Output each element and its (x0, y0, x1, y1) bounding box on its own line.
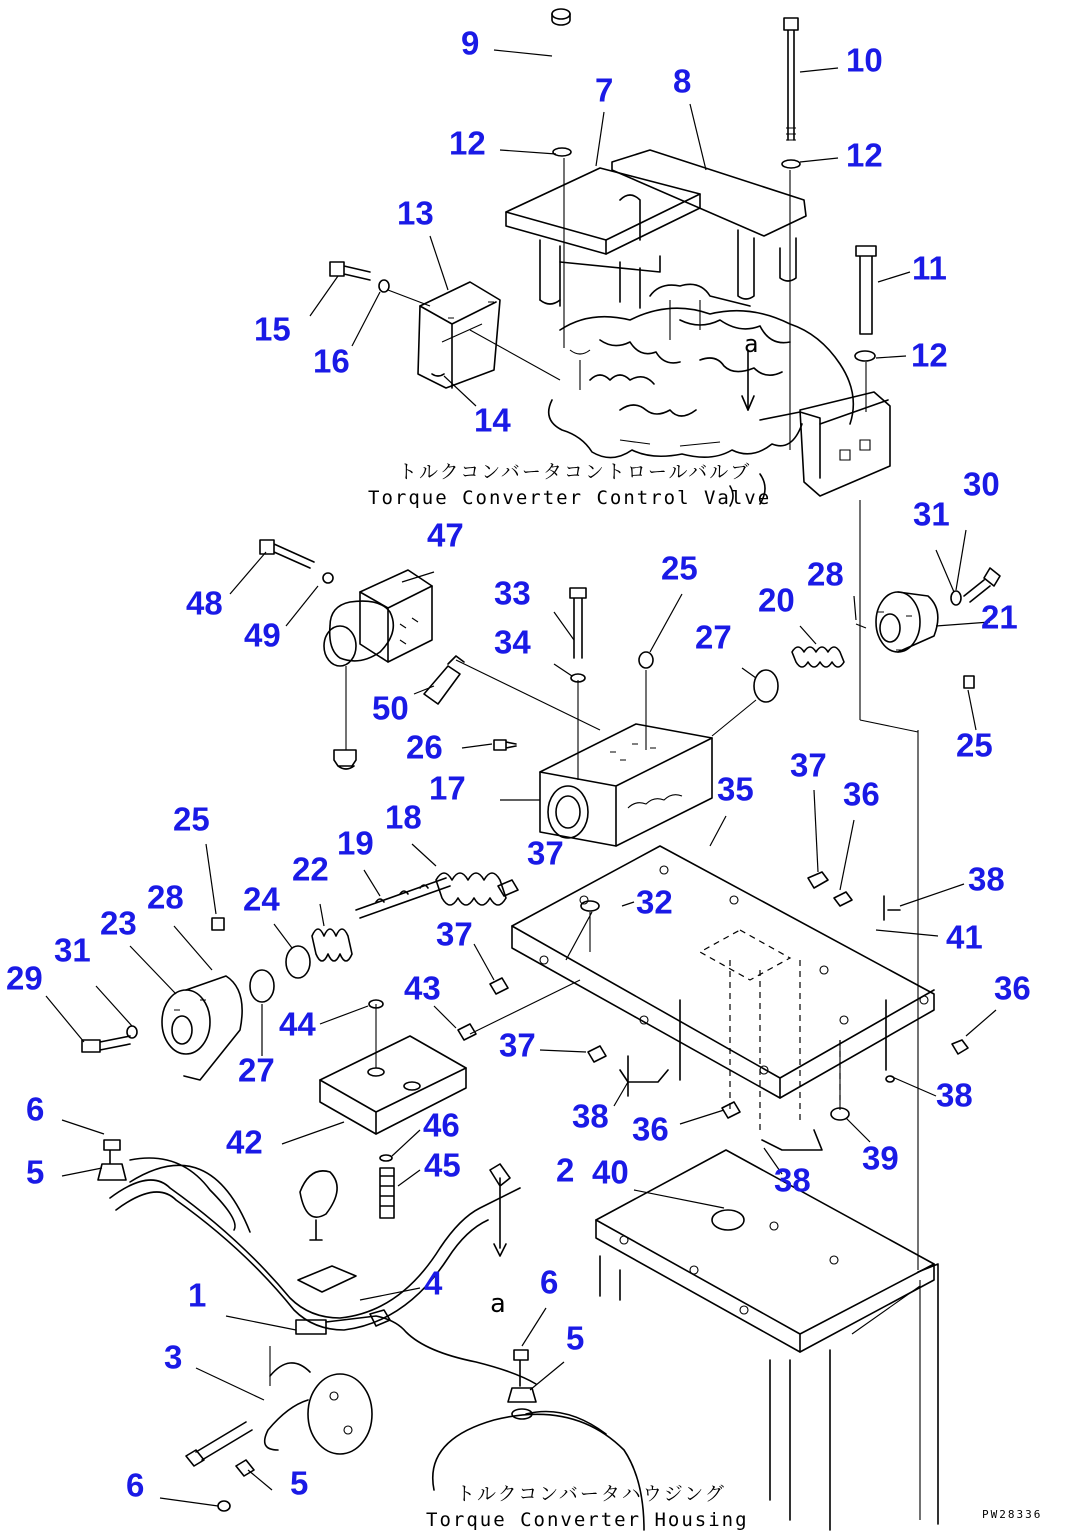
part-label-28-a: 28 (807, 555, 844, 593)
part-label-23: 23 (100, 904, 137, 942)
part-label-19: 19 (337, 824, 374, 862)
part-label-32: 32 (636, 883, 673, 921)
part-label-2: 2 (556, 1151, 575, 1189)
housing-caption-jp: トルクコンバータハウジング (456, 1483, 726, 1505)
part-label-12-a: 12 (449, 124, 486, 162)
valve-caption-jp: トルクコンバータコントロールバルブ (398, 461, 752, 483)
part-label-36-b: 36 (994, 969, 1031, 1007)
part-label-16: 16 (313, 342, 350, 380)
part-label-1: 1 (188, 1276, 207, 1314)
valve-plate-assembly (320, 500, 968, 1530)
part-label-36-a: 36 (843, 775, 880, 813)
part-label-38-c: 38 (572, 1097, 609, 1135)
part-label-29: 29 (6, 959, 43, 997)
part-label-45: 45 (424, 1146, 461, 1184)
part-label-47: 47 (427, 516, 464, 554)
part-label-9: 9 (461, 24, 480, 62)
part-label-21: 21 (981, 598, 1018, 636)
part-label-26: 26 (406, 728, 443, 766)
part-label-40: 40 (592, 1153, 629, 1191)
part-label-14: 14 (474, 401, 511, 439)
part-label-11: 11 (912, 249, 947, 287)
part-label-22: 22 (292, 850, 329, 888)
part-label-4: 4 (424, 1264, 443, 1302)
part-label-37-a: 37 (790, 746, 827, 784)
part-label-28-b: 28 (147, 878, 184, 916)
part-label-6-a: 6 (26, 1090, 45, 1128)
valve-ref-mark: a (744, 330, 761, 358)
part-label-44: 44 (279, 1005, 316, 1043)
part-label-41: 41 (946, 918, 983, 956)
part-label-12-c: 12 (911, 336, 948, 374)
part-label-6-b: 6 (540, 1263, 559, 1301)
part-label-46: 46 (423, 1106, 460, 1144)
part-label-5-b: 5 (566, 1319, 585, 1357)
part-label-33: 33 (494, 574, 531, 612)
part-label-30: 30 (963, 465, 1000, 503)
part-label-49: 49 (244, 616, 281, 654)
part-label-38-b: 38 (936, 1076, 973, 1114)
part-label-15: 15 (254, 310, 291, 348)
part-label-5-c: 5 (290, 1464, 309, 1502)
part-label-31-a: 31 (913, 495, 950, 533)
part-label-38-a: 38 (968, 860, 1005, 898)
part-label-3: 3 (164, 1338, 183, 1376)
part-label-8: 8 (673, 62, 692, 100)
part-label-37-c: 37 (436, 915, 473, 953)
part-label-43: 43 (404, 969, 441, 1007)
part-label-34: 34 (494, 623, 531, 661)
part-label-42: 42 (226, 1123, 263, 1161)
hose-bracket-assembly (98, 1140, 644, 1530)
part-label-7: 7 (595, 71, 614, 109)
part-label-10: 10 (846, 41, 883, 79)
part-label-38-d: 38 (774, 1161, 811, 1199)
part-label-18: 18 (385, 798, 422, 836)
part-label-31-b: 31 (54, 931, 91, 969)
part-label-17: 17 (429, 769, 466, 807)
part-label-13: 13 (397, 194, 434, 232)
drawing-code: PW28336 (982, 1508, 1043, 1521)
valve-caption-en: Torque Converter Control Valve (368, 487, 772, 509)
part-label-27-b: 27 (238, 1051, 275, 1089)
part-label-25-b: 25 (956, 726, 993, 764)
part-label-24: 24 (243, 880, 280, 918)
part-label-36-c: 36 (632, 1110, 669, 1148)
part-label-39: 39 (862, 1139, 899, 1177)
part-label-25-c: 25 (173, 800, 210, 838)
part-label-5-a: 5 (26, 1153, 45, 1191)
part-label-25-a: 25 (661, 549, 698, 587)
part-number-labels (6, 25, 1031, 1504)
part-label-20: 20 (758, 581, 795, 619)
part-label-37-d: 37 (499, 1026, 536, 1064)
housing-caption-en: Torque Converter Housing (426, 1509, 749, 1531)
arrow-ref-mark: a (490, 1289, 508, 1319)
part-label-35: 35 (717, 770, 754, 808)
part-label-37-b: 37 (527, 834, 564, 872)
part-label-48: 48 (186, 584, 223, 622)
part-label-12-b: 12 (846, 136, 883, 174)
part-label-6-c: 6 (126, 1466, 145, 1504)
part-label-27-a: 27 (695, 618, 732, 656)
part-label-50: 50 (372, 689, 409, 727)
